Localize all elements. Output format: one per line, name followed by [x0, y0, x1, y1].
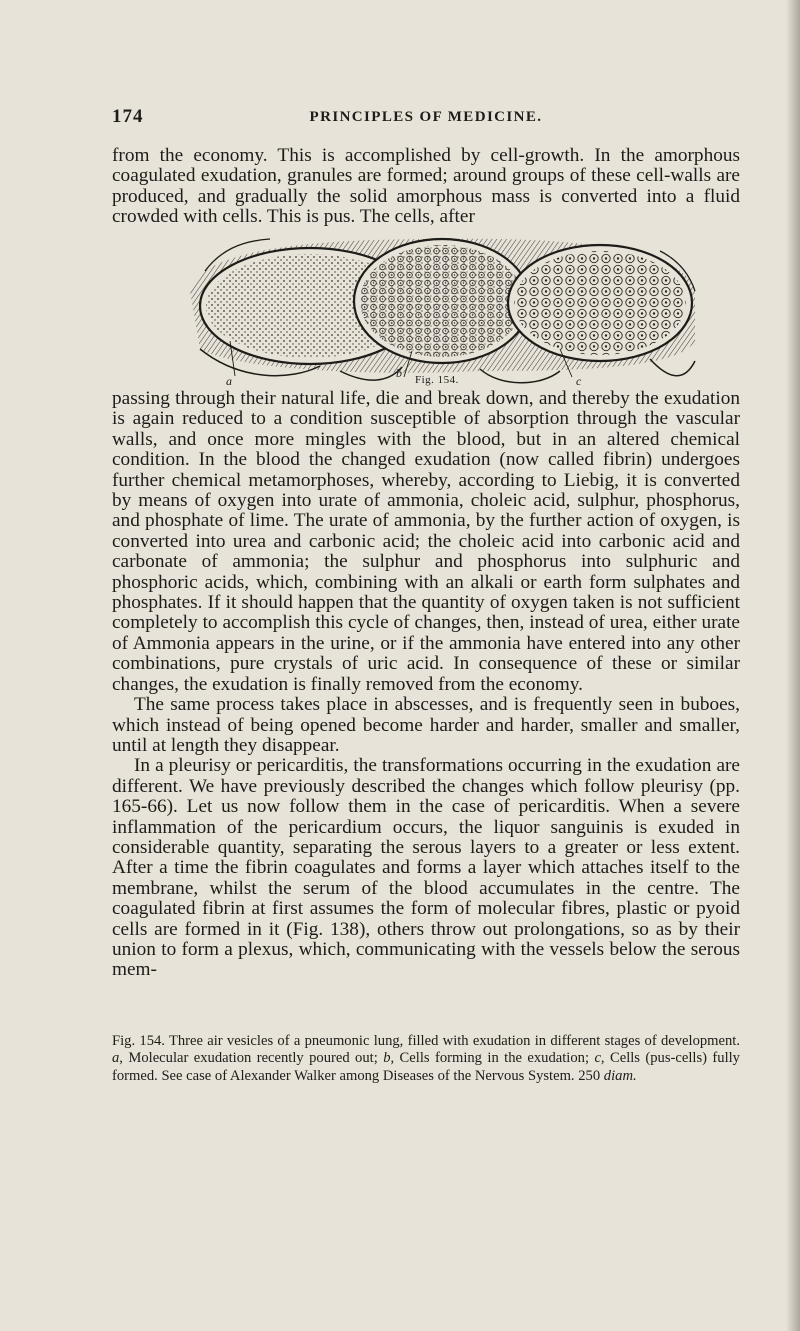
running-title: PRINCIPLES OF MEDICINE.	[309, 109, 543, 125]
caption-letter-b: b	[383, 1050, 391, 1067]
air-vesicles-engraving	[180, 231, 700, 389]
caption-scale-unit: diam.	[603, 1067, 637, 1084]
figure-label: Fig. 154.	[415, 374, 459, 386]
figure-154-illustration	[180, 231, 700, 389]
paragraph-4: In a pleurisy or pericarditis, the transformations occurring in the exudation are different. We have previously described the changes which follow pleurisy (pp. 165-66). Let us now follow them in the case of pericarditis. When a severe inflammation of the pericardium occurs, the liquor sanguinis is exuded in considerable quantity, separating the serous layers to a greater or less extent. After a time the fibrin coagulates and forms a layer which attaches itself to the membrane, whilst the serum of the blood accumulates in the centre. The coagulated fibrin at first assumes the form of molecular fibres, plastic or pyoid cells are formed in it (Fig. 138), others throw out prolongations, so as by their union to form a plexus, which, communicating with the vessels below the serous mem-	[112, 755, 740, 981]
paragraph-3: The same process takes place in abscesses, and is frequently seen in buboes, which instead of being opened become harder and harder, smaller and smaller, until at length they disappear.	[112, 694, 740, 756]
caption-scale-number: 250	[578, 1067, 601, 1084]
label-c: c	[576, 374, 582, 388]
caption-letter-c: c	[594, 1050, 601, 1067]
caption-a-text: , Molecular exudation recently poured out;	[119, 1050, 378, 1067]
main-text	[112, 389, 740, 981]
caption-c-text: , Cells (pus-cells) fully formed. See case of Alexander Walker among Diseases of the Nervous System.	[112, 1050, 740, 1084]
page-number: 174	[112, 106, 144, 127]
running-head	[112, 106, 740, 130]
label-b: b	[396, 366, 402, 380]
paragraph-1: from the economy. This is accomplished by cell-growth. In the amorphous coagulated exudation, granules are formed; around groups of these cell-walls are produced, and gradually the solid amorphous mass is converted into a fluid crowded with cells. This is pus. The cells, after	[112, 145, 740, 228]
caption-letter-a: a	[112, 1050, 120, 1067]
label-a: a	[226, 374, 232, 388]
caption-b-text: , Cells forming in the exudation;	[390, 1050, 590, 1067]
page-edge-shadow	[786, 0, 800, 1331]
caption-lead: Fig. 154. Three air vesicles of a pneumonic lung, filled with exudation in different stages of development.	[112, 1033, 740, 1049]
paragraph-2: passing through their natural life, die and break down, and thereby the exudation is again reduced to a condition susceptible of absorption through the vascular walls, and once more mingles with the blood, but in an altered chemical condition. In the blood the changed exudation (now called fibrin) undergoes further chemical metamorphoses, whereby, according to Liebig, it is converted by means of oxygen into urate of ammonia, choleic acid, sulphur, phosphorus, and phosphate of lime. The urate of ammonia, by the further action of oxygen, is converted into urea and carbonic acid; the choleic acid into carbonic acid and carbonate of ammonia; the sulphur and phosphorus into sulphuric and phosphoric acids, which, combining with an alkali or earth form sulphates and phosphates. If it should happen that the quantity of oxygen taken is not sufficient completely to accomplish this cycle of changes, then, instead of urea, either urate of Ammonia appears in the urine, or if the ammonia have entered into any other combinations, pure crystals of uric acid. In consequence of these or similar changes, the exudation is finally removed from the economy.	[112, 388, 740, 695]
paragraph-continuation	[112, 146, 740, 228]
figure-caption	[112, 1033, 740, 1085]
